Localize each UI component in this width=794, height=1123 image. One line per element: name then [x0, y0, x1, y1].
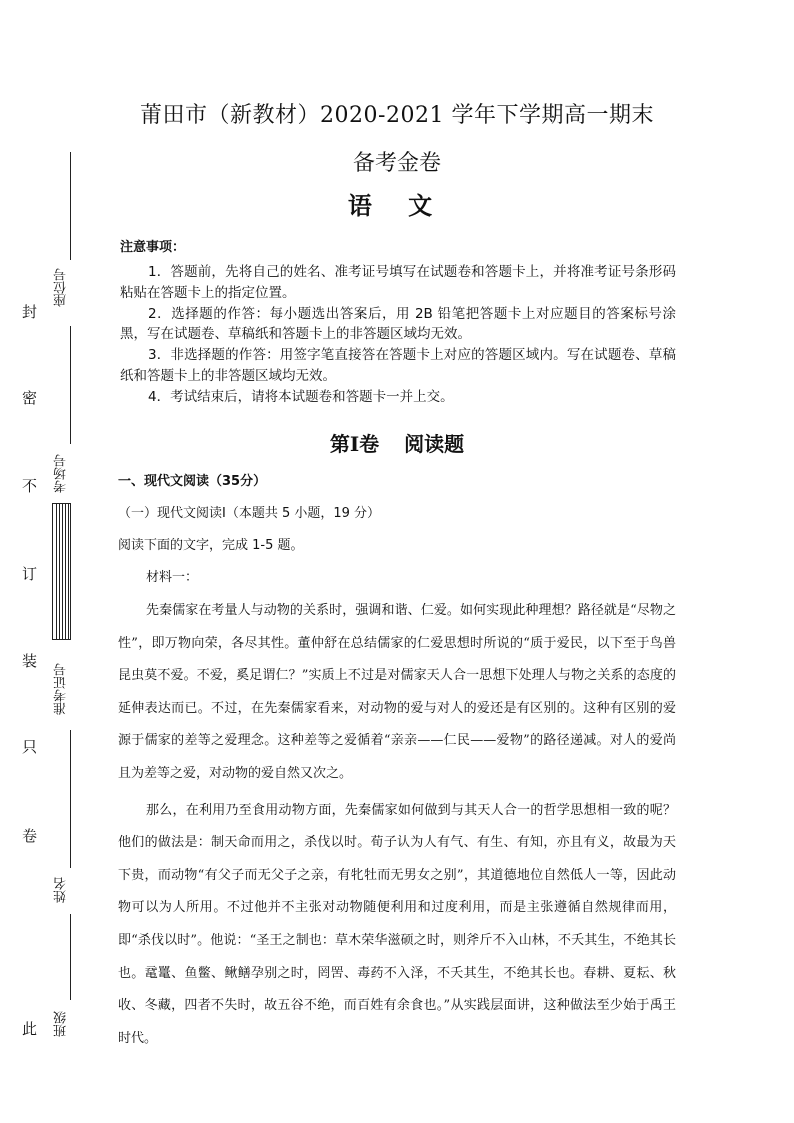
seal-char: 卷	[22, 827, 38, 845]
notes-list	[120, 262, 676, 408]
seal-char: 装	[22, 652, 38, 670]
reading-passage	[118, 595, 676, 1055]
exam-subtitle: 备考金卷	[352, 151, 441, 176]
exam-room-label: 考场号	[54, 454, 69, 494]
material-label: 材料一：	[146, 570, 199, 585]
note-item: 3．非选择题的作答：用签字笔直接答在答题卡上对应的答题区域内。写在试题卷、草稿纸和答题卡上的非答题区域均无效。	[120, 347, 676, 384]
class-label: 班级	[54, 1011, 69, 1037]
class-line	[70, 914, 71, 1000]
admission-number-boxes	[52, 503, 71, 640]
passage-paragraph: 那么，在利用乃至食用动物方面，先秦儒家如何做到与其天人合一的哲学思想相一致的呢？他们的做法是：制天命而用之，杀伐以时。荀子认为人有气、有生、有知，亦且有义，故最为天下贵，而动物“有父子而无父子之亲，有牝牡而无男女之别”，其道德地位自然低人一等，因此动物可以为人所用。不过他并不主张对动物随便利用和过度利用，而是主张遵循自然规律而用，即“杀伐以时”。他说：“圣王之制也：草木荣华滋硕之时，则斧斤不入山林，不夭其生，不绝其长也。鼋鼍、鱼鳖、鳅鳝孕别之时，罔罟、毒药不入泽，不夭其生，不绝其长也。春耕、夏耘、秋收、冬藏，四者不失时，故五谷不绝，而百姓有余食也。”从实践层面讲，这种做法至少始于禹王时代。	[118, 802, 676, 1046]
admission-number-label: 准考证号	[54, 663, 69, 715]
subject-title: 语 文	[347, 191, 447, 220]
notes-heading: 注意事项：	[120, 240, 186, 255]
part-title: 一、现代文阅读（35分）	[118, 474, 267, 489]
name-label: 姓名	[54, 877, 69, 903]
section-title: 第Ⅰ卷 阅读题	[329, 432, 465, 456]
seat-number-label: 座位号	[54, 268, 69, 308]
instruction-text: 阅读下面的文字，完成 1-5 题。	[118, 538, 304, 553]
exam-title: 莆田市（新教材）2020-2021 学年下学期高一期末	[140, 103, 654, 128]
seal-char: 订	[22, 565, 38, 583]
name-line	[70, 730, 71, 868]
note-item: 4．考试结束后，请将本试题卷和答题卡一并上交。	[148, 388, 454, 405]
note-item: 1．答题前，先将自己的姓名、准考证号填写在试题卷和答题卡上，并将准考证号条形码粘贴在答题卡上的指定位置。	[120, 264, 676, 301]
seal-char: 此	[22, 1020, 38, 1038]
seat-number-line	[70, 152, 71, 260]
seal-char: 密	[22, 389, 38, 407]
seal-char: 只	[22, 738, 38, 756]
subpart-title: （一）现代文阅读Ⅰ（本题共 5 小题，19 分）	[118, 506, 381, 521]
seal-char: 封	[22, 303, 38, 321]
exam-room-line	[70, 326, 71, 444]
seal-char: 不	[22, 477, 38, 495]
passage-paragraph: 先秦儒家在考量人与动物的关系时，强调和谐、仁爱。如何实现此种理想？路径就是“尽物之性”，即万物向荣，各尽其性。董仲舒在总结儒家的仁爱思想时所说的“质于爱民，以下至于鸟兽昆虫莫不爱。不爱，奚足谓仁？”实质上不过是对儒家天人合一思想下处理人与物之关系的态度的延伸表达而已。不过，在先秦儒家看来，对动物的爱与对人的爱还是有区别的。这种有区别的爱源于儒家的差等之爱理念。这种差等之爱循着“亲亲——仁民——爱物”的路径递减。对人的爱尚且为差等之爱，对动物的爱自然又次之。	[118, 603, 676, 781]
note-item: 2．选择题的作答：每小题选出答案后，用 2B 铅笔把答题卡上对应题目的答案标号涂黑，写在试题卷、草稿纸和答题卡上的非答题区域均无效。	[120, 305, 676, 343]
